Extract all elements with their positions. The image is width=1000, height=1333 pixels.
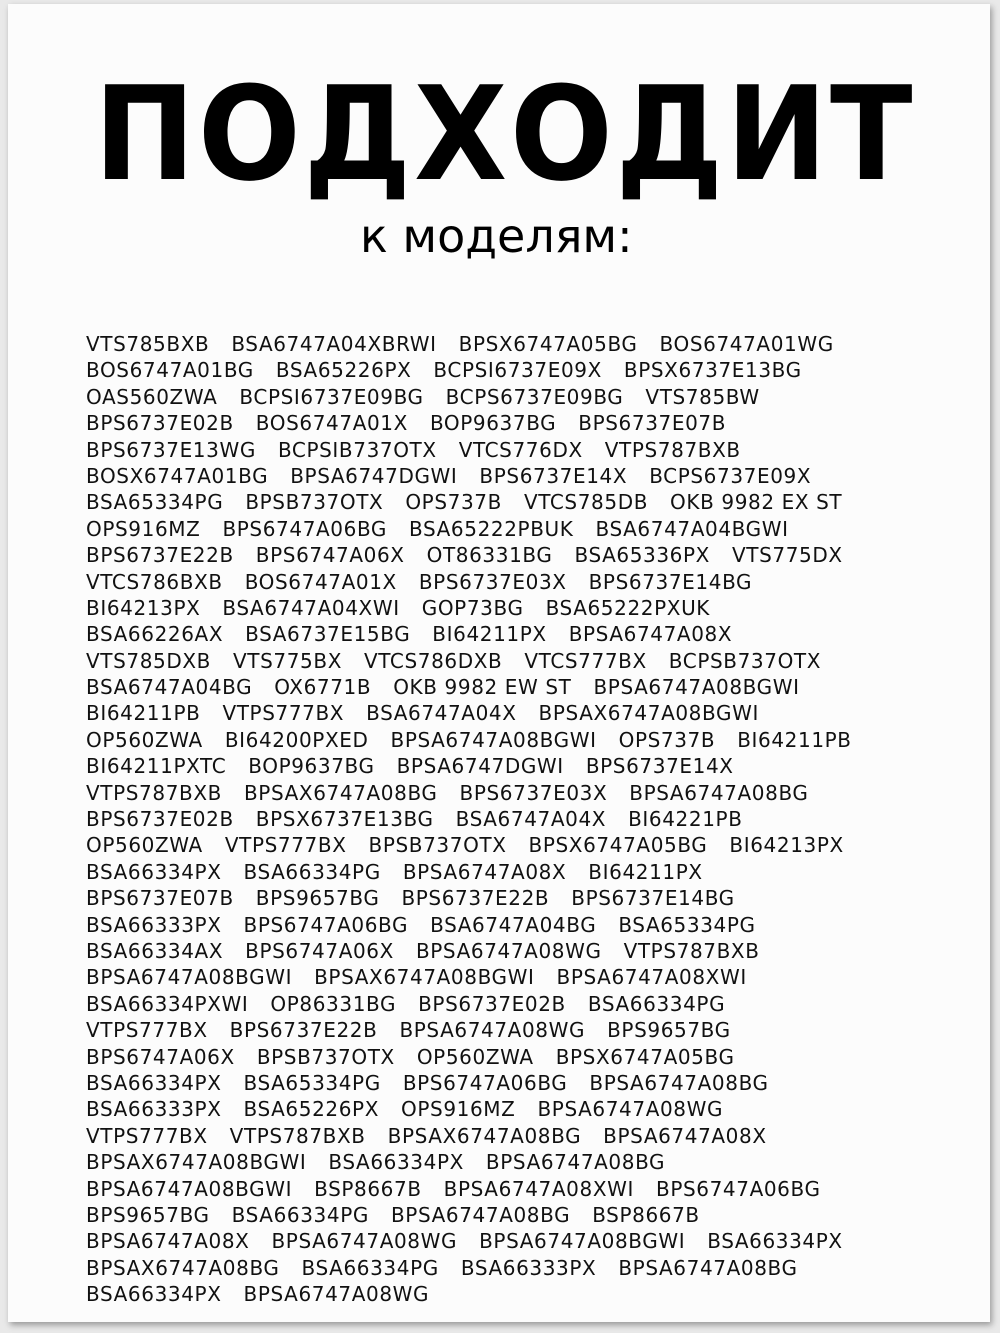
model-code: BPSB737OTX	[245, 490, 384, 515]
model-code: BPSA6747A08XWI	[443, 1176, 634, 1201]
model-code: BPSA6747A08WG	[415, 938, 602, 963]
model-code: BPSA6747A08BG	[589, 1070, 769, 1095]
model-code: BPS6737E03X	[418, 569, 567, 594]
model-code: BPSA6747A08WG	[243, 1282, 430, 1307]
model-line	[86, 463, 966, 489]
model-code: BPSA6747A08BGWI	[479, 1229, 686, 1254]
model-code: BOS6747A01X	[255, 411, 408, 436]
model-code: BPSA6747DGWI	[290, 463, 458, 488]
model-code: BPSA6747A08X	[568, 622, 733, 647]
model-code: BPSX6747A05BG	[528, 833, 708, 858]
model-line	[86, 1281, 966, 1307]
model-line	[86, 991, 966, 1017]
model-code: OX6771B	[274, 675, 372, 700]
model-code: OP86331BG	[270, 991, 397, 1016]
model-line	[86, 1044, 966, 1070]
model-code: BCPSB737OTX	[668, 648, 822, 673]
model-code: BCPS6737E09X	[649, 463, 812, 488]
model-code: BOS6747A01BG	[86, 358, 254, 383]
model-line	[86, 964, 966, 990]
model-code: OT86331BG	[426, 543, 553, 568]
model-line	[86, 1176, 966, 1202]
model-line	[86, 727, 966, 753]
model-code: BPSA6747A08BGWI	[593, 675, 800, 700]
model-code: VTCS786DXB	[364, 648, 503, 673]
model-code: VTS785DXB	[86, 648, 211, 673]
model-code: BPS6747A06BG	[222, 516, 388, 541]
model-line	[86, 384, 966, 410]
model-code: BPSA6747A08BG	[618, 1255, 798, 1280]
model-code: BPSAX6747A08BGWI	[314, 965, 535, 990]
model-code: OPS737B	[405, 490, 502, 515]
model-code: BPSX6747A05BG	[458, 332, 638, 356]
model-code: BOP9637BG	[248, 754, 375, 779]
model-code: BI64200PXED	[224, 727, 369, 752]
model-code: BPS6737E02B	[418, 991, 566, 1016]
model-code: BPS9657BG	[607, 1018, 731, 1043]
model-code: BSA6737E15BG	[245, 622, 411, 647]
model-code: OAS560ZWA	[86, 384, 218, 409]
model-code: VTPS787BXB	[229, 1123, 366, 1148]
model-code: BSP8667B	[592, 1202, 700, 1227]
model-code: VTS785BXB	[86, 332, 210, 356]
model-code: BPS6737E14BG	[571, 886, 735, 911]
model-code: BSA6747A04BG	[430, 912, 597, 937]
model-code: BPSA6747A08XWI	[556, 965, 747, 990]
model-code: VTPS777BX	[86, 1018, 208, 1043]
model-line	[86, 1228, 966, 1254]
model-code: BPSA6747A08BG	[390, 1202, 571, 1227]
model-code: BOS6747A01WG	[659, 332, 834, 356]
model-code: BPSAX6747A08BGWI	[86, 1150, 307, 1175]
model-code: OP560ZWA	[86, 833, 203, 858]
model-code: BPSA6747A08WG	[271, 1229, 458, 1254]
model-code: BPSAX6747A08BG	[387, 1123, 582, 1148]
page-title: ПОДХОДИТ	[94, 58, 916, 210]
model-code: BSA65334PG	[86, 490, 224, 515]
model-line	[86, 885, 966, 911]
model-code: GOP73BG	[421, 595, 524, 620]
model-code: BPSA6747DGWI	[396, 754, 564, 779]
model-code: BPSB737OTX	[368, 833, 507, 858]
model-code: BPS6737E22B	[86, 543, 234, 568]
model-code: BPSX6737E13BG	[255, 807, 434, 832]
model-line	[86, 1123, 966, 1149]
model-code: BSA66334PX	[707, 1229, 843, 1254]
model-code: BSA66334PX	[86, 859, 222, 884]
model-code: VTPS777BX	[222, 701, 345, 726]
model-line	[86, 753, 966, 779]
model-code: BSA66226AX	[86, 622, 224, 647]
model-code: BI64211PXTC	[86, 754, 227, 779]
model-code: OP560ZWA	[86, 727, 203, 752]
model-code: BPSA6747A08WG	[537, 1097, 724, 1122]
model-code: VTPS787BXB	[623, 938, 760, 963]
model-code: BSA66334PX	[328, 1150, 464, 1175]
model-code: BSA65336PX	[574, 543, 710, 568]
model-code: BI64211PX	[588, 859, 703, 884]
model-code: BSA65334PG	[618, 912, 756, 937]
model-code: BPSA6747A08BGWI	[86, 1176, 293, 1201]
model-code: OP560ZWA	[416, 1044, 534, 1069]
model-line	[86, 1202, 966, 1228]
model-code: BPS6737E07B	[86, 886, 234, 911]
model-code: BSA6747A04XWI	[222, 595, 400, 620]
model-line	[86, 357, 966, 383]
model-code: VTPS787BXB	[604, 437, 741, 462]
model-code: BSA6747A04XBRWI	[231, 332, 437, 356]
model-code: BPS6747A06BG	[402, 1070, 568, 1095]
model-code: BPSA6747A08BGWI	[86, 965, 293, 990]
model-code: BPS6737E13WG	[86, 437, 256, 462]
model-code: BOP9637BG	[429, 411, 557, 436]
model-line	[86, 1017, 966, 1043]
model-line	[86, 489, 966, 515]
model-code: BPSA6747A08BG	[629, 780, 809, 805]
model-line	[86, 516, 966, 542]
model-code: OPS916MZ	[86, 516, 201, 541]
model-code: BPS6737E14BG	[588, 569, 753, 594]
model-code: BSA66334PG	[231, 1202, 369, 1227]
model-line	[86, 1070, 966, 1096]
page-subtitle: к моделям:	[360, 209, 633, 263]
model-code: BI64211PX	[432, 622, 547, 647]
model-code: BPSA6747A08BG	[485, 1150, 666, 1175]
model-code: VTPS787BXB	[86, 780, 222, 805]
model-code: BPSAX6747A08BG	[86, 1255, 280, 1280]
model-code: BSP8667B	[314, 1176, 422, 1201]
model-code: BI64221PB	[628, 807, 743, 832]
model-line	[86, 938, 966, 964]
model-line	[86, 621, 966, 647]
model-line	[86, 1255, 966, 1281]
model-line	[86, 700, 966, 726]
model-code: BPSX6737E13BG	[623, 358, 802, 383]
model-code: BSA66334PG	[301, 1255, 439, 1280]
model-code: BPS6747A06BG	[656, 1176, 821, 1201]
model-code: BPS9657BG	[86, 1202, 210, 1227]
model-code: VTPS777BX	[224, 833, 347, 858]
model-line	[86, 410, 966, 436]
model-code: VTPS777BX	[86, 1123, 208, 1148]
model-code: OPS916MZ	[401, 1097, 516, 1122]
model-code: BCPSI6737E09BG	[239, 384, 424, 409]
model-code: BPS6737E02B	[86, 411, 234, 436]
model-line	[86, 1149, 966, 1175]
model-code: BPS6737E03X	[459, 780, 608, 805]
model-code: BPS6747A06X	[255, 543, 405, 568]
model-code: BI64211PB	[737, 727, 852, 752]
model-code: BSA6747A04X	[366, 701, 517, 726]
model-code: BSA6747A04X	[455, 807, 607, 832]
model-code: BPS6737E22B	[229, 1018, 378, 1043]
model-code: BPS6747A06X	[86, 1044, 235, 1069]
model-line	[86, 648, 966, 674]
model-code: BCPS6737E09BG	[445, 384, 624, 409]
model-code: BOSX6747A01BG	[86, 463, 269, 488]
model-code: BPS6737E07B	[578, 411, 727, 436]
model-line	[86, 595, 966, 621]
model-line	[86, 859, 966, 885]
model-code: BI64213PX	[86, 595, 201, 620]
model-code: VTS775DX	[731, 543, 843, 568]
model-code: BSA65226PX	[243, 1097, 380, 1122]
model-code: BPS6737E02B	[86, 807, 234, 832]
model-code: BI64211PB	[86, 701, 201, 726]
model-code: BSA65334PG	[243, 1070, 381, 1095]
model-line	[86, 674, 966, 700]
model-list	[86, 331, 966, 1307]
model-code: VTS775BX	[233, 648, 342, 673]
model-code: OPS737B	[618, 727, 716, 752]
model-code: BPSA6747A08WG	[399, 1018, 586, 1043]
model-line	[86, 912, 966, 938]
model-code: BSA65222PXUK	[545, 595, 711, 620]
poster-card	[8, 4, 990, 1322]
model-code: BOS6747A01X	[244, 569, 397, 594]
model-code: BPSA6747A08X	[603, 1123, 767, 1148]
model-code: OKB 9982 EW ST	[393, 675, 572, 700]
model-code: BSA66334PG	[587, 991, 726, 1016]
model-code: BPSA6747A08X	[402, 859, 567, 884]
model-code: VTCS777BX	[524, 648, 647, 673]
model-code: BPSA6747A08BGWI	[390, 727, 597, 752]
model-code: BSA66334PG	[243, 859, 381, 884]
model-code: BSA6747A04BGWI	[595, 516, 789, 541]
model-code: VTCS786BXB	[86, 569, 223, 594]
model-code: BSA66333PX	[86, 912, 222, 937]
model-code: VTCS776DX	[458, 437, 583, 462]
model-code: BSA66334PX	[86, 1282, 222, 1307]
model-code: BSA66333PX	[460, 1255, 597, 1280]
model-code: BSA66334AX	[86, 938, 224, 963]
model-line	[86, 1096, 966, 1122]
model-line	[86, 832, 966, 858]
model-line	[86, 542, 966, 568]
model-code: BSA65226PX	[275, 358, 412, 383]
model-code: BSA66334PXWI	[86, 991, 249, 1016]
model-code: VTS785BW	[645, 384, 760, 409]
model-code: BPS9657BG	[255, 886, 380, 911]
model-code: BPSAX6747A08BG	[243, 780, 438, 805]
model-code: BPS6737E14X	[585, 754, 734, 779]
model-code: BI64213PX	[729, 833, 844, 858]
model-code: BPSB737OTX	[256, 1044, 395, 1069]
model-code: OKB 9982 EX ST	[670, 490, 843, 515]
model-code: BPSAX6747A08BGWI	[538, 701, 759, 726]
model-code: BSA65222PBUK	[409, 516, 574, 541]
model-line	[86, 437, 966, 463]
model-code: BPS6737E22B	[401, 886, 550, 911]
model-line	[86, 806, 966, 832]
model-code: BSA66334PX	[86, 1070, 222, 1095]
model-code: BCPSIB737OTX	[277, 437, 437, 462]
model-line	[86, 780, 966, 806]
model-code: BSA66333PX	[86, 1097, 222, 1122]
model-code: BSA6747A04BG	[86, 675, 253, 700]
model-line	[86, 569, 966, 595]
model-code: BPS6747A06BG	[243, 912, 409, 937]
model-code: VTCS785DB	[523, 490, 649, 515]
model-line	[86, 331, 966, 357]
model-code: BPSA6747A08X	[86, 1229, 250, 1254]
model-code: BPS6737E14X	[479, 463, 628, 488]
model-code: BCPSI6737E09X	[433, 358, 602, 383]
model-code: BPS6747A06X	[245, 938, 394, 963]
model-code: BPSX6747A05BG	[555, 1044, 735, 1069]
